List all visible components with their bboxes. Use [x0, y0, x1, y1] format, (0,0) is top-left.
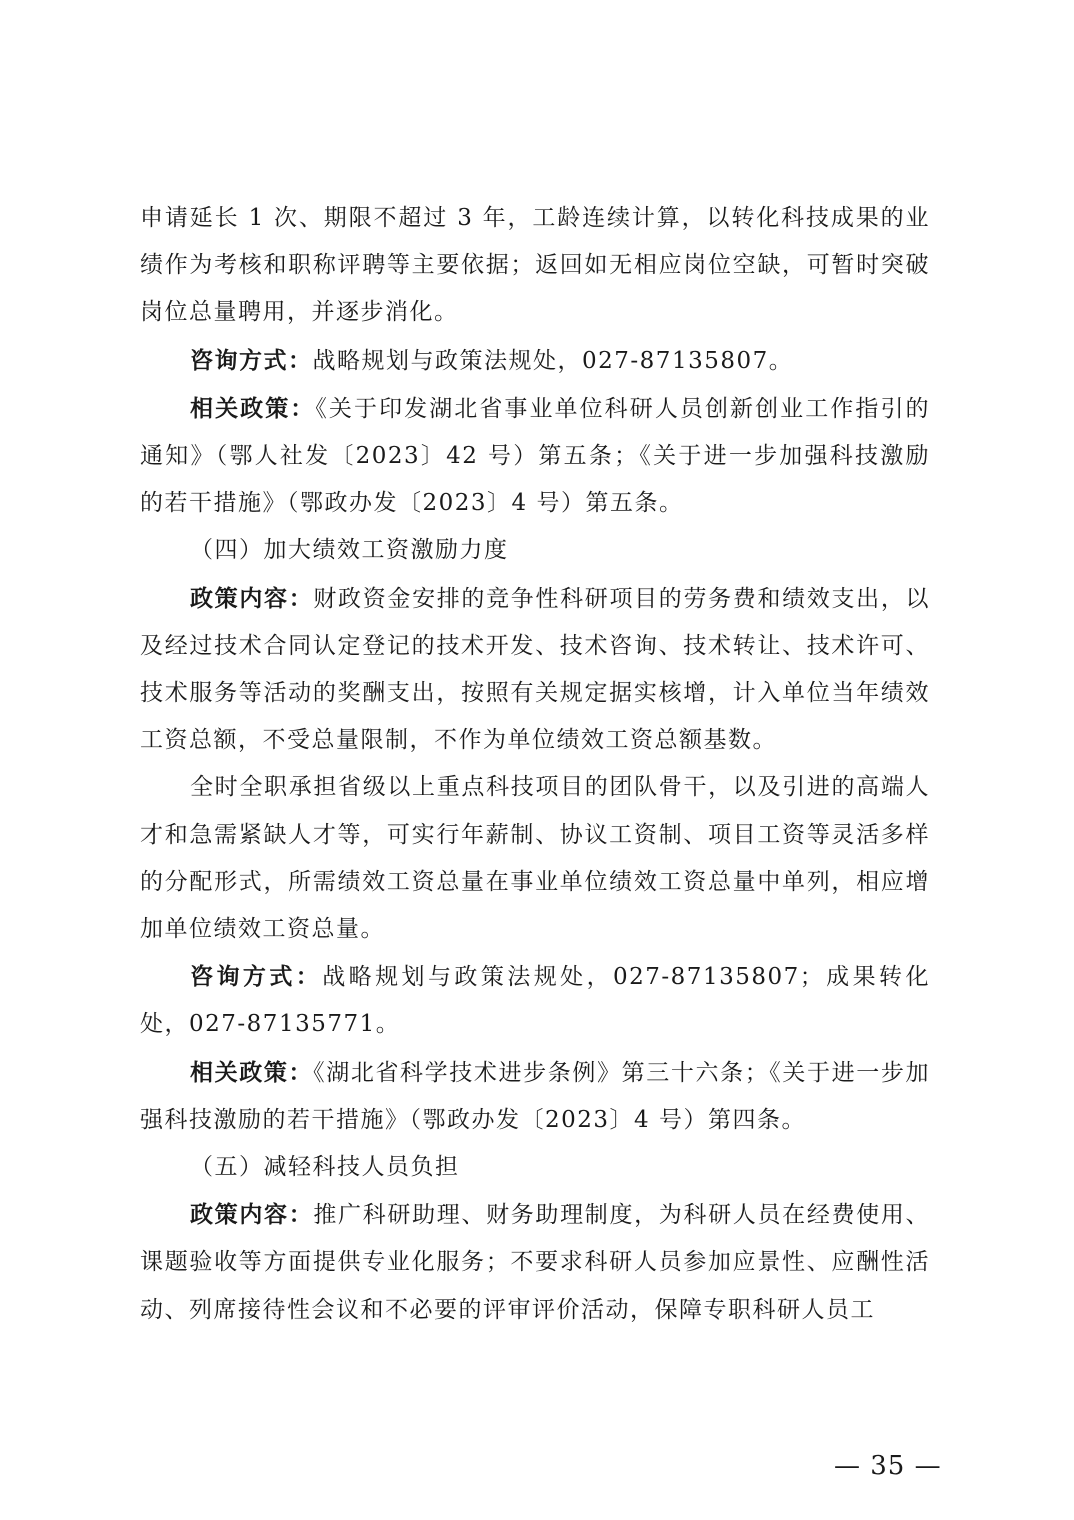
policy-text: 《关于印发湖北省事业单位科研人员创新创业工作指引的通知》（鄂人社发〔2023〕42 号）第五条；《关于进一步加强科技激励的若干措施》（鄂政办发〔2023〕4 号）第五条。 — [140, 395, 931, 517]
section-heading-4: （四）加大绩效工资激励力度 — [190, 537, 509, 564]
content-text: 财政资金安排的竞争性科研项目的劳务费和绩效支出，以及经过技术合同认定登记的技术开发、技术咨询、技术转让、技术许可、技术服务等活动的奖酬支出，按照有关规定据实核增，计入单位当年绩效工资总额，不受总量限制，不作为单位绩效工资总额基数。 — [140, 585, 931, 754]
policy-text: 《湖北省科学技术进步条例》第三十六条；《关于进一步加强科技激励的若干措施》（鄂政办发〔2023〕4 号）第四条。 — [140, 1059, 931, 1133]
section-heading-5: （五）减轻科技人员负担 — [190, 1154, 460, 1181]
document-body — [140, 195, 930, 1334]
paragraph-continuation: 申请延长 1 次、期限不超过 3 年，工龄连续计算，以转化科技成果的业绩作为考核和职称评聘等主要依据；返回如无相应岗位空缺，可暂时突破岗位总量聘用，并逐步消化。 — [140, 205, 930, 326]
policy-paragraph-2 — [140, 1049, 930, 1144]
content-text: 推广科研助理、财务助理制度，为科研人员在经费使用、课题验收等方面提供专业化服务；不要求科研人员参加应景性、应酬性活动、列席接待性会议和不必要的评审评价活动，保障专职科研人员工 — [140, 1202, 931, 1323]
content-label: 政策内容： — [190, 584, 314, 612]
content-paragraph-5 — [140, 1191, 930, 1334]
consult-text: 战略规划与政策法规处，027-87135807；成果转化处，027-87135771。 — [140, 964, 930, 1038]
page-number: — 35 — — [834, 1451, 942, 1481]
consult-paragraph-1 — [140, 337, 930, 385]
paragraph-4b: 全时全职承担省级以上重点科技项目的团队骨干，以及引进的高端人才和急需紧缺人才等，可实行年薪制、协议工资制、项目工资等灵活多样的分配形式，所需绩效工资总量在事业单位绩效工资总量中单列，相应增加单位绩效工资总量。 — [140, 774, 930, 943]
consult-paragraph-2 — [140, 953, 930, 1048]
consult-label: 咨询方式： — [190, 963, 323, 991]
content-label: 政策内容： — [190, 1201, 314, 1229]
policy-paragraph-1 — [140, 385, 930, 528]
consult-label: 咨询方式： — [190, 346, 313, 374]
policy-label: 相关政策： — [190, 394, 316, 422]
consult-text: 战略规划与政策法规处，027-87135807。 — [312, 347, 794, 374]
content-paragraph-4 — [140, 575, 930, 765]
policy-label: 相关政策： — [190, 1058, 314, 1086]
